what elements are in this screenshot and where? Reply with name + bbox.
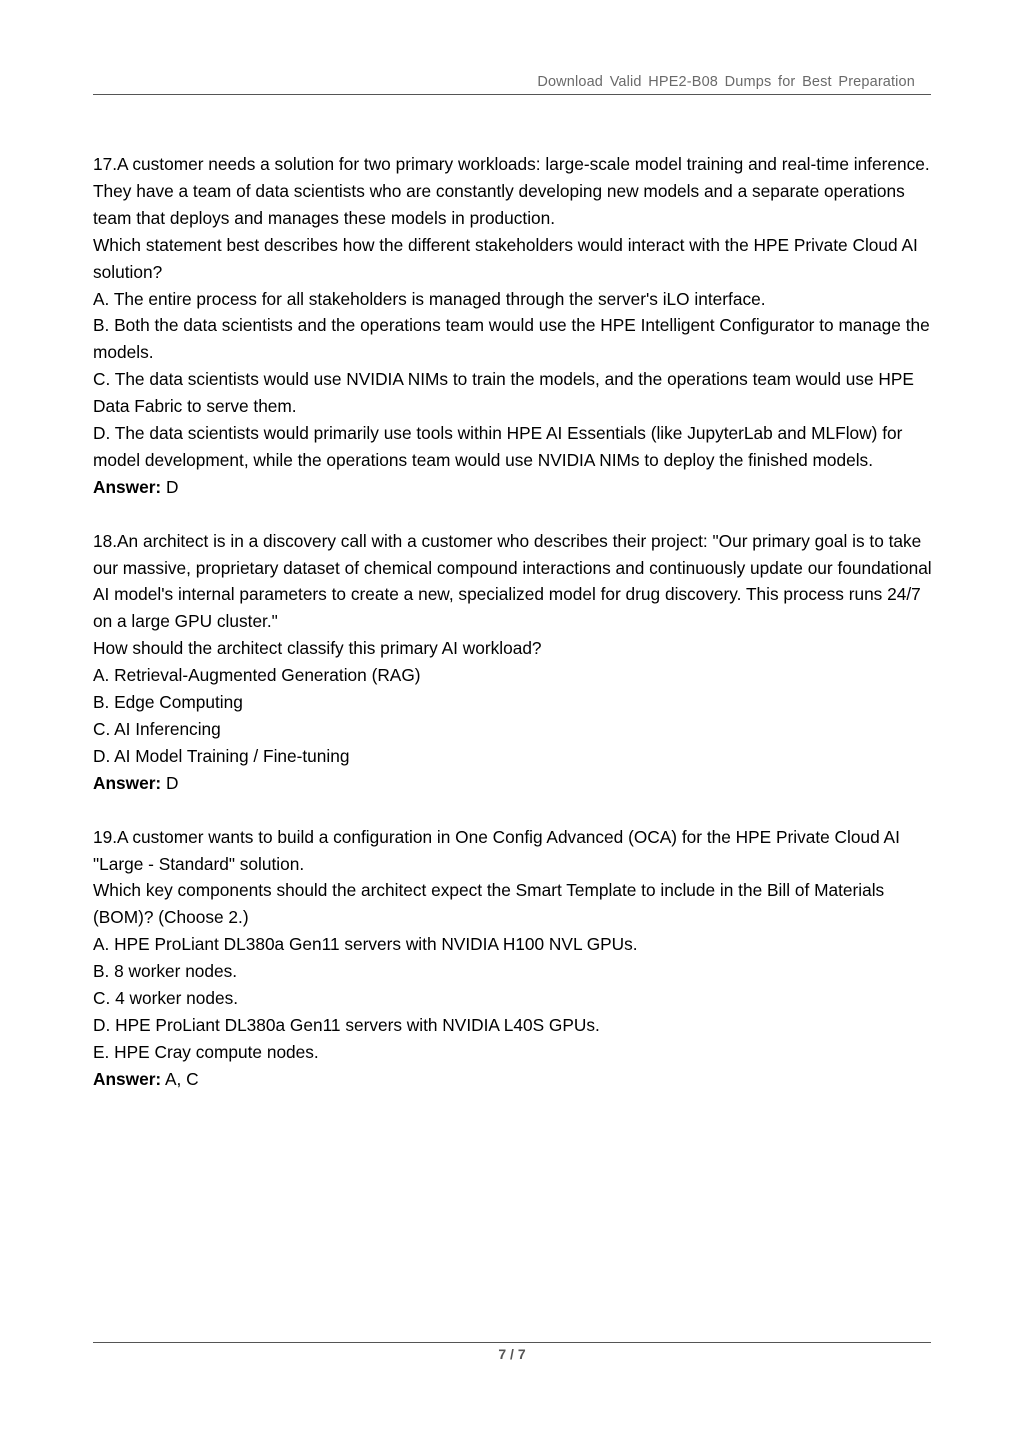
- answer-option: C. The data scientists would use NVIDIA NIMs to train the models, and the operations team would use HPE Data Fabric to serve them.: [93, 369, 914, 417]
- answer-option: D. The data scientists would primarily use tools within HPE AI Essentials (like JupyterLab and MLFlow) for model development, while the operations team would use NVIDIA NIMs to deploy the finished models.: [93, 423, 903, 470]
- question-stem: 17.A customer needs a solution for two primary workloads: large-scale model training and real-time inference. They have a team of data scientists who are constantly developing new models and a separate operations team that deploys and manages these models in production.: [93, 154, 930, 228]
- answer-option: C. AI Inferencing: [93, 719, 221, 740]
- answer-label: Answer:: [93, 1068, 162, 1089]
- answer-value: D: [161, 476, 179, 497]
- answer-option: B. 8 worker nodes.: [93, 961, 238, 982]
- answer-option: B. Edge Computing: [93, 692, 243, 713]
- document-body: [93, 151, 933, 1093]
- question-block: [93, 151, 933, 501]
- answer-option: E. HPE Cray compute nodes.: [93, 1041, 319, 1062]
- answer-line: [93, 474, 933, 501]
- answer-option: C. 4 worker nodes.: [93, 988, 239, 1009]
- answer-label: Answer:: [93, 772, 162, 793]
- question-prompt: Which key components should the architect expect the Smart Template to include in the Bill of Materials (BOM)? (Choose 2.): [93, 880, 885, 928]
- answer-line: [93, 770, 933, 797]
- question-stem: 19.A customer wants to build a configuration in One Config Advanced (OCA) for the HPE Private Cloud AI "Large - Standard" solution.: [93, 826, 900, 874]
- page-number: 7 / 7: [498, 1346, 526, 1362]
- question-block: [93, 528, 933, 797]
- question-prompt: Which statement best describes how the different stakeholders would interact with the HPE Private Cloud AI solution?: [93, 234, 918, 282]
- answer-label: Answer:: [93, 476, 162, 497]
- question-stem: 18.An architect is in a discovery call with a customer who describes their project: "Our primary goal is to take our massive, proprietary dataset of chemical compound interactions and continuously update our foundational AI model's internal parameters to create a new, specialized model for drug discovery. This process runs 24/7 on a large GPU cluster.": [93, 530, 932, 632]
- question-prompt: How should the architect classify this primary AI workload?: [93, 638, 542, 659]
- answer-option: D. HPE ProLiant DL380a Gen11 servers with NVIDIA L40S GPUs.: [93, 1014, 600, 1035]
- answer-option: D. AI Model Training / Fine-tuning: [93, 745, 350, 766]
- page-header: [93, 72, 931, 95]
- header-title: Download Valid HPE2-B08 Dumps for Best Preparation: [537, 74, 915, 90]
- question-block: [93, 824, 933, 1093]
- answer-option: B. Both the data scientists and the operations team would use the HPE Intelligent Configurator to manage the models.: [93, 315, 930, 363]
- answer-option: A. The entire process for all stakeholders is managed through the server's iLO interface.: [93, 288, 766, 309]
- answer-line: [93, 1066, 933, 1093]
- answer-option: A. HPE ProLiant DL380a Gen11 servers with NVIDIA H100 NVL GPUs.: [93, 934, 638, 955]
- answer-value: D: [161, 772, 179, 793]
- answer-value: A, C: [161, 1068, 199, 1089]
- footer-divider: [93, 1342, 931, 1343]
- answer-option: A. Retrieval-Augmented Generation (RAG): [93, 665, 421, 686]
